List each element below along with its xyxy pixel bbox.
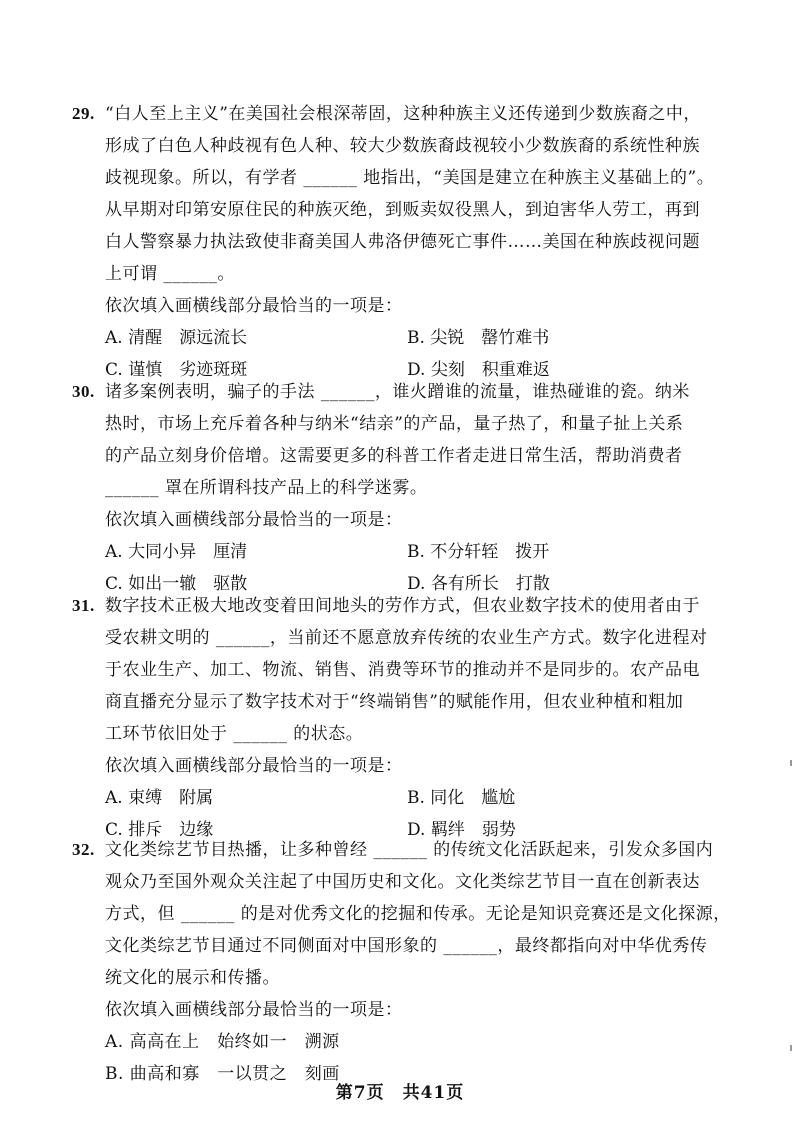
question-text-line: 数字技术正极大地改变着田间地头的劳作方式，但农业数字技术的使用者由于	[105, 596, 700, 616]
question-number: 29.	[72, 104, 95, 123]
option-c: C. 排斥 边缘	[105, 820, 214, 840]
scan-mark	[790, 1045, 792, 1051]
option-a: A. 束缚 附属	[105, 788, 214, 808]
question-text-line: 热时，市场上充斥着各种与纳米“结亲”的产品，量子热了，和量子扯上关系	[105, 414, 684, 434]
question-prompt: 依次填入画横线部分最恰当的一项是：	[105, 510, 403, 530]
question-prompt: 依次填入画横线部分最恰当的一项是：	[105, 756, 403, 776]
question-32	[72, 834, 731, 1090]
question-text-line: 受农耕文明的 ______，当前还不愿意放弃传统的农业生产方式。数字化进程对	[105, 628, 708, 648]
question-text-line: 从早期对印第安原住民的种族灭绝，到贩卖奴役黑人，到迫害华人劳工，再到	[105, 200, 700, 220]
question-text-line: 商直播充分显示了数字技术对于“终端销售”的赋能作用，但农业种植和粗加	[105, 692, 684, 712]
option-b: B. 不分轩轾 拨开	[407, 542, 550, 562]
question-text-line: 工环节依旧处于 ______ 的状态。	[105, 724, 364, 744]
question-text-line: ______ 罩在所谓科技产品上的科学迷雾。	[105, 478, 428, 498]
option-d: D. 尖刻 积重难返	[407, 360, 550, 380]
option-b: B. 曲高和寡 一以贯之 刻画	[105, 1064, 340, 1084]
question-text-line: 方式，但 ______ 的是对优秀文化的挖掘和传承。无论是知识竞赛还是文化探源，	[105, 904, 731, 924]
question-number: 30.	[72, 382, 95, 401]
option-d: D. 各有所长 打散	[407, 574, 550, 594]
option-c: C. 谨慎 劣迹斑斑	[105, 360, 248, 380]
question-number: 31.	[72, 596, 95, 615]
question-text-line: 文化类综艺节目通过不同侧面对中国形象的 ______，最终都指向对中华优秀传	[105, 936, 708, 956]
question-text-line: 上可谓 ______。	[105, 264, 235, 284]
question-31	[72, 590, 712, 846]
question-text-line: 的产品立刻身价倍增。这需要更多的科普工作者走进日常生活，帮助消费者	[105, 446, 683, 466]
question-30	[72, 376, 712, 600]
question-text-line: “白人至上主义”在美国社会根深蒂固，这种种族主义还传递到少数族裔之中，	[105, 104, 701, 124]
question-number: 32.	[72, 840, 95, 859]
question-prompt: 依次填入画横线部分最恰当的一项是：	[105, 1000, 403, 1020]
options-row	[72, 322, 712, 354]
question-prompt: 依次填入画横线部分最恰当的一项是：	[105, 296, 403, 316]
option-a: A. 清醒 源远流长	[105, 328, 248, 348]
options-row	[72, 536, 712, 568]
option-d: D. 羁绊 弱势	[407, 820, 516, 840]
option-b: B. 同化 尴尬	[407, 788, 516, 808]
option-a: A. 高高在上 始终如一 溯源	[105, 1032, 340, 1052]
question-text-line: 白人警察暴力执法致使非裔美国人弗洛伊德死亡事件……美国在种族歧视问题	[105, 232, 700, 252]
question-text-line: 统文化的展示和传播。	[105, 968, 280, 988]
scan-mark	[790, 760, 792, 766]
question-text-line: 形成了白色人种歧视有色人种、较大少数族裔歧视较小少数族裔的系统性种族	[105, 136, 700, 156]
options-row	[72, 782, 712, 814]
page-footer: 第7页 共41页	[335, 1083, 465, 1103]
option-b: B. 尖锐 罄竹难书	[407, 328, 550, 348]
question-text-line: 于农业生产、加工、物流、销售、消费等环节的推动并不是同步的。农产品电	[105, 660, 700, 680]
question-text-line: 诸多案例表明，骗子的手法 ______，谁火蹭谁的流量，谁热碰谁的瓷。纳米	[105, 382, 690, 402]
question-text-line: 文化类综艺节目热播，让多种曾经 ______ 的传统文化活跃起来，引发众多国内	[105, 840, 714, 860]
question-text-line: 歧视现象。所以，有学者 ______ 地指出，“美国是建立在种族主义基础上的”。	[105, 168, 715, 188]
option-c: C. 如出一辙 驱散	[105, 574, 248, 594]
question-29	[72, 98, 715, 386]
option-a: A. 大同小异 厘清	[105, 542, 248, 562]
question-text-line: 观众乃至国外观众关注起了中国历史和文化。文化类综艺节目一直在创新表达	[105, 872, 700, 892]
